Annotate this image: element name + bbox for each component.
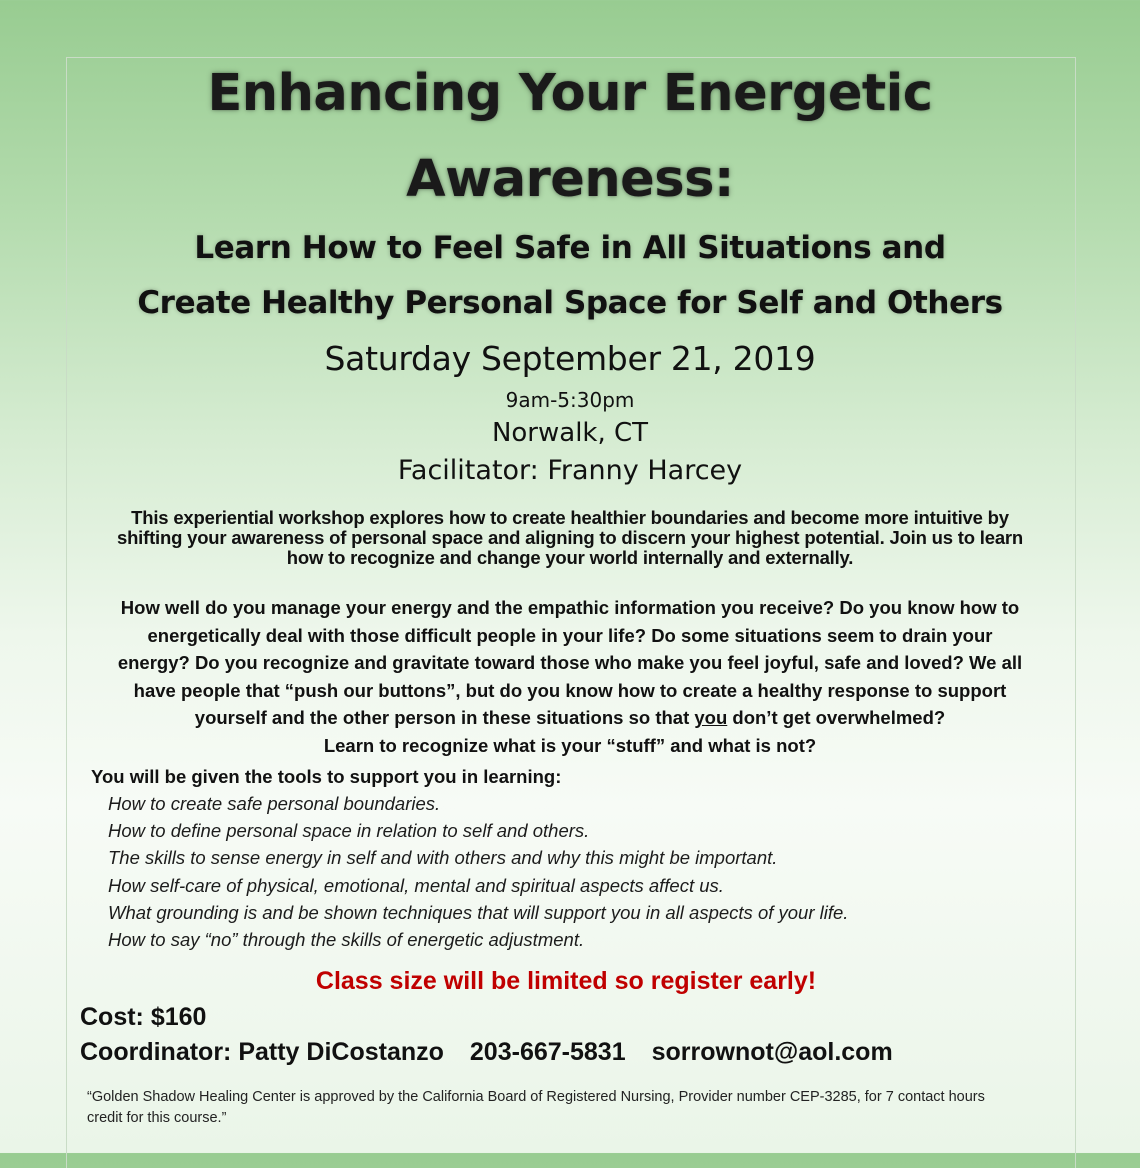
- questions-paragraph: [80, 594, 1060, 759]
- cost: Cost: $160: [80, 1003, 207, 1031]
- event-date: Saturday September 21, 2019: [324, 339, 816, 378]
- question-line: Learn to recognize what is your “stuff” and what is not?: [323, 734, 817, 756]
- list-item: How to define personal space in relation to self and others.: [108, 820, 590, 842]
- intro-paragraph: [80, 508, 1060, 568]
- registration-notice: Class size will be limited so register early!: [315, 967, 817, 995]
- footnote: [87, 1087, 1047, 1129]
- question-text: don’t get overwhelmed?: [727, 707, 946, 728]
- coordinator-email[interactable]: sorrownot@aol.com: [651, 1038, 893, 1066]
- list-item: The skills to sense energy in self and with others and why this might be important.: [108, 847, 778, 869]
- footnote-line: “Golden Shadow Healing Center is approved by the California Board of Registered Nursing, Provider number CEP-3285, for 7 contact hours: [87, 1089, 985, 1105]
- event-facilitator: Facilitator: Franny Harcey: [397, 455, 743, 486]
- subtitle-line-1: Learn How to Feel Safe in All Situations and: [194, 230, 946, 266]
- intro-line: shifting your awareness of personal space and aligning to discern your highest potential. Join us to learn: [116, 527, 1024, 548]
- coordinator-phone: 203-667-5831: [469, 1038, 626, 1066]
- question-line: energy? Do you recognize and gravitate toward those who make you feel joyful, safe and loved? We all: [117, 652, 1023, 673]
- question-line: energetically deal with those difficult people in your life? Do some situations seem to drain your: [147, 624, 993, 646]
- footnote-line: credit for this course.”: [87, 1110, 227, 1126]
- title-line-1: Enhancing Your Energetic: [207, 64, 933, 123]
- coordinator-line: [80, 1038, 893, 1067]
- list-item: How to say “no” through the skills of energetic adjustment.: [108, 929, 585, 951]
- title-line-2: Awareness:: [406, 150, 734, 209]
- intro-line: how to recognize and change your world internally and externally.: [286, 547, 854, 568]
- tools-list: [108, 790, 848, 953]
- underlined-you: you: [694, 707, 728, 728]
- event-location: Norwalk, CT: [491, 418, 649, 448]
- tools-heading: You will be given the tools to support you in learning:: [91, 766, 562, 787]
- list-item: What grounding is and be shown techniques that will support you in all aspects of your life.: [108, 901, 849, 923]
- event-time: 9am-5:30pm: [505, 388, 635, 412]
- question-line: [80, 704, 1060, 732]
- subtitle-line-2: Create Healthy Personal Space for Self and Others: [137, 285, 1003, 321]
- list-item: How to create safe personal boundaries.: [108, 793, 441, 814]
- question-line: How well do you manage your energy and the empathic information you receive? Do you know how to: [120, 597, 1020, 618]
- question-text: yourself and the other person in these situations so that: [194, 707, 695, 728]
- coordinator-name: Coordinator: Patty DiCostanzo: [80, 1038, 444, 1066]
- list-item: How self-care of physical, emotional, mental and spiritual aspects affect us.: [108, 874, 724, 896]
- question-line: have people that “push our buttons”, but do you know how to create a healthy response to support: [133, 679, 1007, 701]
- intro-line: This experiential workshop explores how to create healthier boundaries and become more intuitive by: [131, 507, 1009, 528]
